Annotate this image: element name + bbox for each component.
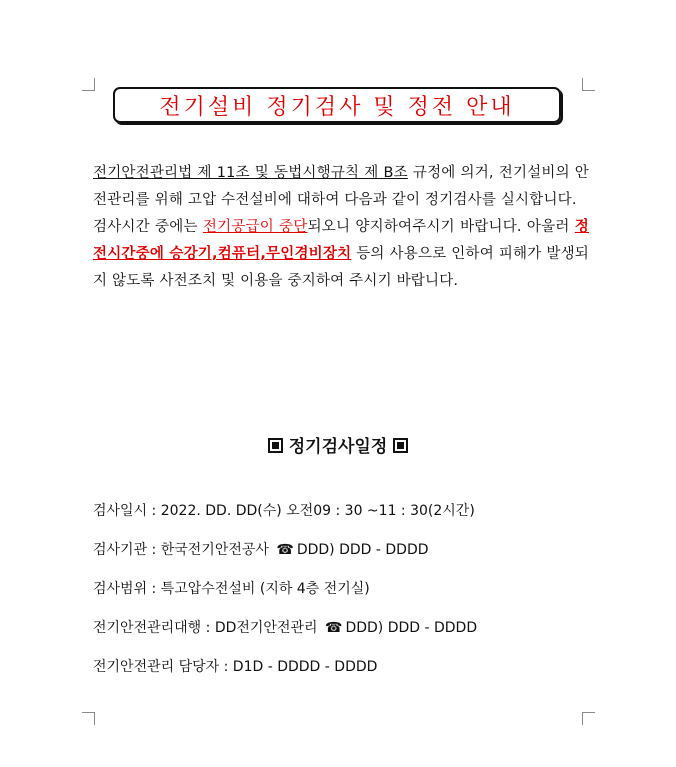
row-separator: : (147, 581, 161, 597)
row-value: 한국전기안전공사 (160, 542, 269, 558)
notice-paragraph-1: 규정에 의거, 전기설비의 안전관리를 위해 고압 수전설비에 대하여 다음과 같이 정기검사를 실시합니다. (93, 165, 590, 208)
document-title: 전기설비 정기검사 및 정전 안내 (159, 94, 515, 120)
row-separator: : (201, 620, 215, 636)
affected-equipment-warning: 정전시간중에 승강기,컴퓨터,무인경비장치 (93, 219, 589, 262)
row-separator: : (147, 542, 161, 558)
law-reference: 전기안전관리법 제 11조 및 동법시행규칙 제 B조 (93, 165, 408, 181)
schedule-row-date (93, 498, 593, 537)
notice-paragraph-2c: 등의 사용으로 인하여 피해가 발생되지 않도록 사전조치 및 이용을 중지하여 주시기 바랍니다. (93, 246, 589, 289)
row-value: 2022. DD. DD(수) 오전09 : 30 ~11 : 30(2시간) (160, 503, 475, 519)
crop-mark-top-left (82, 78, 95, 91)
schedule-list (93, 498, 593, 693)
row-label: 전기안전관리 담당자 (93, 659, 220, 675)
crop-mark-bottom-right (582, 712, 595, 725)
row-phone: DDD) DDD - DDDD (296, 542, 429, 558)
row-value: DD전기안전관리 (214, 620, 318, 636)
notice-paragraph-2a: 검사시간 중에는 (93, 219, 203, 235)
telephone-icon: ☎ (325, 620, 343, 636)
square-bullet-icon (268, 438, 283, 453)
title-box (113, 87, 561, 123)
schedule-row-scope (93, 576, 593, 615)
row-separator: : (219, 659, 233, 675)
row-value: 특고압수전설비 (지하 4층 전기실) (160, 581, 370, 597)
notice-paragraph-2b: 되오니 양지하여주시기 바랍니다. 아울러 (307, 219, 575, 235)
row-label: 검사범위 (93, 581, 148, 597)
row-phone: DDD) DDD - DDDD (345, 620, 478, 636)
row-label: 전기안전관리대행 (93, 620, 202, 636)
square-bullet-icon (393, 438, 408, 453)
schedule-row-agent (93, 615, 593, 654)
power-outage-notice: 전기공급이 중단 (202, 219, 308, 235)
crop-mark-bottom-left (82, 712, 95, 725)
row-label: 검사일시 (93, 503, 148, 519)
row-label: 검사기관 (93, 542, 148, 558)
schedule-row-manager (93, 654, 593, 693)
schedule-heading (0, 432, 676, 457)
row-separator: : (147, 503, 161, 519)
notice-body (93, 160, 589, 295)
schedule-row-agency (93, 537, 593, 576)
telephone-icon: ☎ (276, 542, 294, 558)
schedule-heading-text: 정기검사일정 (288, 437, 388, 457)
crop-mark-top-right (582, 78, 595, 91)
row-value: D1D - DDDD - DDDD (232, 659, 378, 675)
